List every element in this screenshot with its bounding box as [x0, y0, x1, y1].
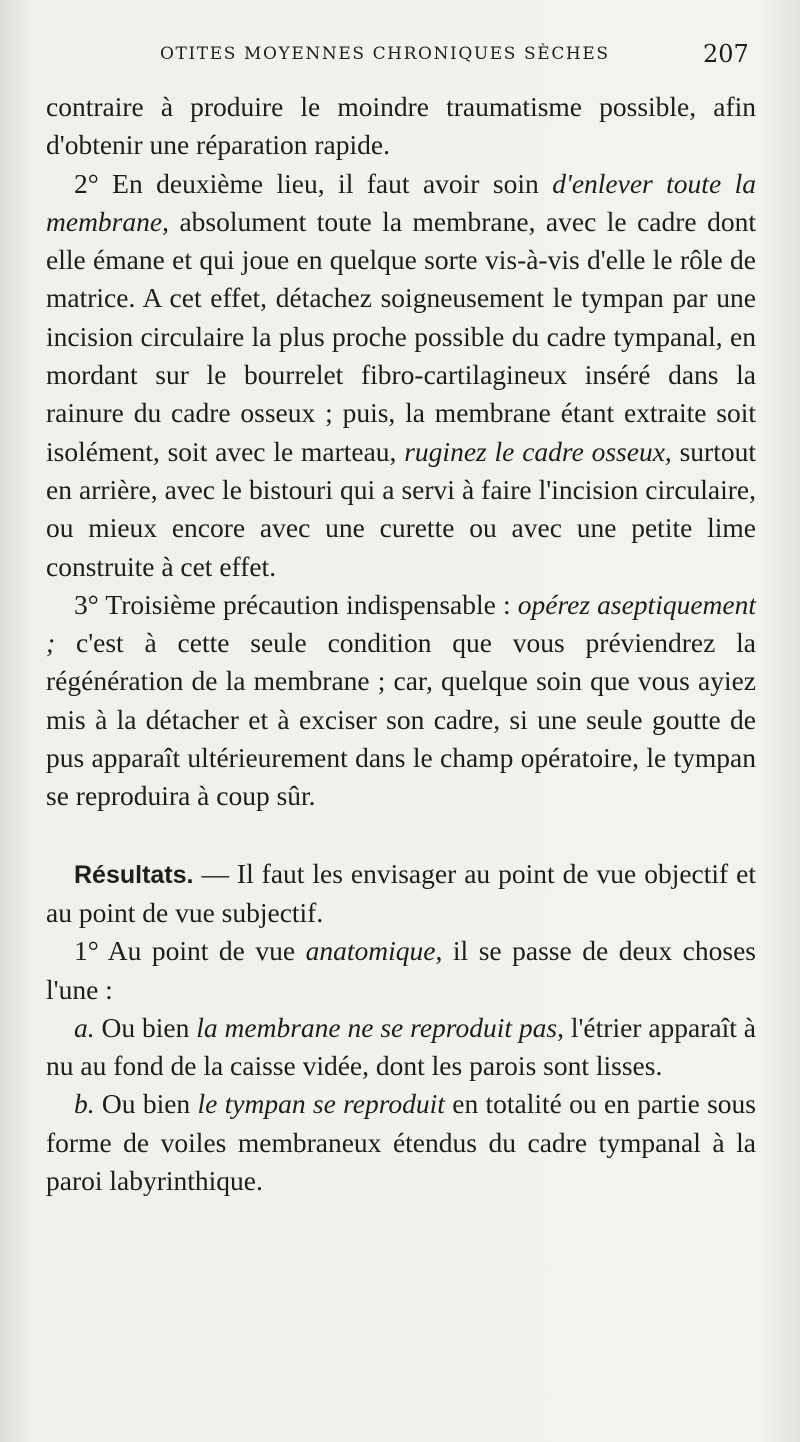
emphasis-text: ruginez le cadre osseux — [404, 435, 665, 467]
emphasis-text: la membrane ne se reproduit pas — [196, 1011, 558, 1043]
paragraph-text: , surtout en arrière, avec le bistouri qui a servi à faire l'incision circulaire, ou mieux encore avec une curette ou avec une petite lime construite à cet effet. — [46, 435, 756, 582]
list-marker: b. — [74, 1088, 95, 1120]
section-heading: Résultats. — [74, 860, 194, 889]
paragraph-text: , il se passe de deux choses l'une : — [46, 935, 756, 1005]
paragraph-text: c'est à cette seule condition que vous préviendrez la régénération de la membrane ; car, quelque soin que vous ayiez mis à la détacher et à exciser son cadre, si une seule goutte de pus apparaît ultérieurement dans le champ opératoire, le tympan se reproduira à coup sûr. — [46, 627, 756, 812]
paragraph-text: — Il faut les envisager au point de vue objectif et au point de vue subjectif. — [46, 857, 756, 928]
paragraph-point-3 — [46, 586, 756, 816]
paragraph-case-a — [46, 1009, 756, 1086]
page-number: 207 — [703, 40, 749, 68]
running-title: OTITES MOYENNES CHRONIQUES SÈCHES — [160, 44, 610, 64]
paragraph-text: , absolument toute la membrane, avec le cadre dont elle émane et qui joue en quelque sorte vis-à-vis d'elle le rôle de matrice. A cet effet, détachez soigneusement le tympan par une incision circulaire la plus proche possible du cadre tympanal, en mordant sur le bourrelet fibro-cartilagineux inséré dans la rainure du cadre osseux ; puis, la membrane étant extraite soit isolément, soit avec le marteau, — [46, 205, 756, 467]
running-head — [0, 40, 800, 70]
emphasis-text: anatomique — [305, 935, 436, 967]
list-marker: a. — [74, 1011, 95, 1043]
paragraph-case-b — [46, 1085, 756, 1200]
emphasis-text: opérez aseptiquement ; — [46, 588, 756, 659]
paragraph-text: 2° En deuxième lieu, il faut avoir soin — [74, 167, 553, 199]
paragraph-text: Ou bien — [94, 1011, 197, 1043]
paragraph-point-2 — [46, 165, 756, 586]
paragraph-text: Ou bien — [94, 1088, 198, 1120]
body-text — [46, 88, 756, 1200]
paragraph-text: , l'étrier apparaît à nu au fond de la caisse vidée, dont les parois sont lisses. — [46, 1011, 756, 1082]
paragraph-continuation: contraire à produire le moindre traumatisme possible, afin d'obtenir une réparation rapide. — [46, 91, 756, 161]
paragraph-anatomical — [46, 932, 756, 1009]
paragraph-text: en totalité ou en partie sous forme de voiles membraneux étendus du cadre tympanal à la paroi labyrinthique. — [46, 1088, 756, 1197]
emphasis-text: d'enlever toute la membrane — [46, 167, 756, 237]
paragraph-results — [46, 855, 756, 933]
emphasis-text: le tympan se reproduit — [197, 1088, 445, 1120]
paragraph-text: 3° Troisième précaution indispensable : — [74, 588, 518, 620]
paragraph-text: 1° Au point de vue — [74, 935, 306, 967]
